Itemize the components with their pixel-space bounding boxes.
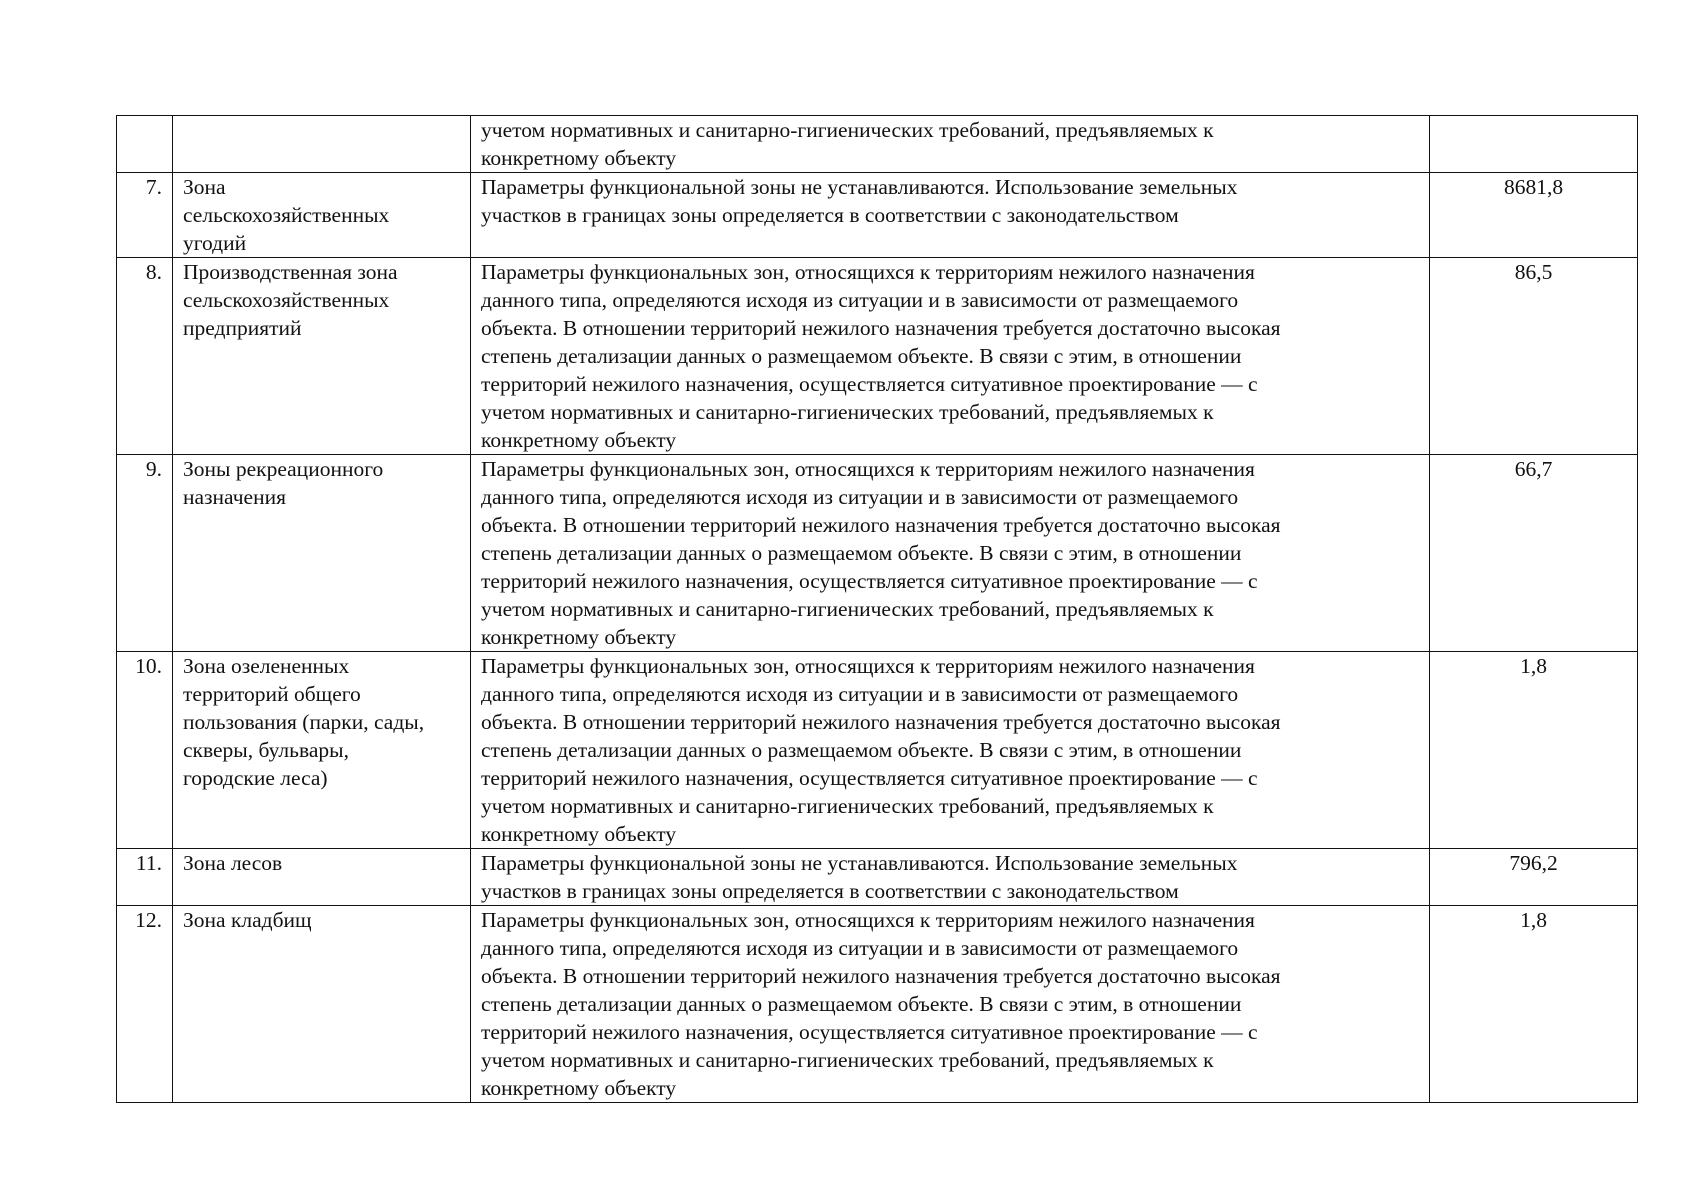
zone-name-line: скверы, бульвары, bbox=[183, 738, 349, 762]
zones-table bbox=[116, 115, 1638, 1103]
zone-name-cell bbox=[173, 116, 471, 173]
zone-parameters-cell bbox=[471, 849, 1430, 906]
table-row bbox=[117, 116, 1638, 173]
zone-parameters-line: конкретному объекту bbox=[481, 822, 677, 846]
zone-parameters-line: территорий нежилого назначения, осуществляется ситуативное проектирование — с bbox=[481, 569, 1258, 593]
zone-parameters-line: участков в границах зоны определяется в соответствии с законодательством bbox=[481, 203, 1179, 227]
zone-parameters-cell bbox=[471, 116, 1430, 173]
row-number-cell: 7. bbox=[117, 173, 173, 258]
zone-area-cell: 796,2 bbox=[1430, 849, 1638, 906]
zone-parameters-line: Параметры функциональной зоны не устанавливаются. Использование земельных bbox=[481, 175, 1238, 199]
zone-name-line: угодий bbox=[183, 231, 247, 255]
zone-parameters-line: Параметры функциональных зон, относящихся к территориям нежилого назначения bbox=[481, 457, 1255, 481]
zone-parameters-line: территорий нежилого назначения, осуществляется ситуативное проектирование — с bbox=[481, 1020, 1258, 1044]
zone-parameters-line: учетом нормативных и санитарно-гигиенических требований, предъявляемых к bbox=[481, 118, 1214, 142]
zone-parameters-line: учетом нормативных и санитарно-гигиенических требований, предъявляемых к bbox=[481, 597, 1214, 621]
table-row bbox=[117, 258, 1638, 455]
zone-parameters-line: Параметры функциональных зон, относящихся к территориям нежилого назначения bbox=[481, 654, 1255, 678]
zone-name-line: городские леса) bbox=[183, 766, 328, 790]
zone-name-line: территорий общего bbox=[183, 682, 361, 706]
zone-name-cell bbox=[173, 906, 471, 1103]
zone-name-line: Зона bbox=[183, 175, 226, 199]
zone-parameters-line: данного типа, определяются исходя из ситуации и в зависимости от размещаемого bbox=[481, 485, 1239, 509]
zone-parameters-line: данного типа, определяются исходя из ситуации и в зависимости от размещаемого bbox=[481, 288, 1239, 312]
zone-name-line: Зона лесов bbox=[183, 851, 283, 875]
row-number-cell: 11. bbox=[117, 849, 173, 906]
row-number-cell: 10. bbox=[117, 652, 173, 849]
zone-parameters-line: данного типа, определяются исходя из ситуации и в зависимости от размещаемого bbox=[481, 682, 1239, 706]
zone-parameters-cell bbox=[471, 173, 1430, 258]
zone-parameters-cell bbox=[471, 258, 1430, 455]
zone-parameters-line: объекта. В отношении территорий нежилого назначения требуется достаточно высокая bbox=[481, 710, 1281, 734]
zone-parameters-line: участков в границах зоны определяется в соответствии с законодательством bbox=[481, 879, 1179, 903]
zone-name-line: пользования (парки, сады, bbox=[183, 710, 425, 734]
zone-parameters-line: конкретному объекту bbox=[481, 428, 677, 452]
table-row bbox=[117, 455, 1638, 652]
zone-parameters-line: учетом нормативных и санитарно-гигиенических требований, предъявляемых к bbox=[481, 1048, 1214, 1072]
zone-parameters-line: данного типа, определяются исходя из ситуации и в зависимости от размещаемого bbox=[481, 936, 1239, 960]
zone-area-cell: 66,7 bbox=[1430, 455, 1638, 652]
zone-name-cell bbox=[173, 173, 471, 258]
zone-area-cell: 86,5 bbox=[1430, 258, 1638, 455]
zone-parameters-line: степень детализации данных о размещаемом объекте. В связи с этим, в отношении bbox=[481, 344, 1242, 368]
zone-parameters-line: степень детализации данных о размещаемом объекте. В связи с этим, в отношении bbox=[481, 992, 1242, 1016]
table-row bbox=[117, 906, 1638, 1103]
zone-name-cell bbox=[173, 258, 471, 455]
zone-name-line: Зона озелененных bbox=[183, 654, 350, 678]
zone-area-cell bbox=[1430, 116, 1638, 173]
zone-name-cell bbox=[173, 455, 471, 652]
zone-parameters-cell bbox=[471, 455, 1430, 652]
zone-parameters-line: объекта. В отношении территорий нежилого назначения требуется достаточно высокая bbox=[481, 513, 1281, 537]
zone-parameters-line: конкретному объекту bbox=[481, 1076, 677, 1100]
zone-parameters-line: степень детализации данных о размещаемом объекте. В связи с этим, в отношении bbox=[481, 541, 1242, 565]
zones-table-body bbox=[117, 116, 1638, 1103]
zone-parameters-cell bbox=[471, 906, 1430, 1103]
zone-parameters-line: территорий нежилого назначения, осуществляется ситуативное проектирование — с bbox=[481, 766, 1258, 790]
zone-name-line: Производственная зона bbox=[183, 260, 398, 284]
zone-area-cell: 8681,8 bbox=[1430, 173, 1638, 258]
zone-parameters-line: объекта. В отношении территорий нежилого назначения требуется достаточно высокая bbox=[481, 964, 1281, 988]
zone-name-line: сельскохозяйственных bbox=[183, 288, 390, 312]
table-row bbox=[117, 849, 1638, 906]
zone-parameters-line: объекта. В отношении территорий нежилого назначения требуется достаточно высокая bbox=[481, 316, 1281, 340]
zone-area-cell: 1,8 bbox=[1430, 906, 1638, 1103]
zone-name-line: предприятий bbox=[183, 316, 302, 340]
row-number-cell: 8. bbox=[117, 258, 173, 455]
table-row bbox=[117, 173, 1638, 258]
zone-name-cell bbox=[173, 849, 471, 906]
zone-name-line: назначения bbox=[183, 485, 286, 509]
row-number-cell bbox=[117, 116, 173, 173]
zone-name-line: Зона кладбищ bbox=[183, 908, 312, 932]
zone-name-cell bbox=[173, 652, 471, 849]
zone-parameters-cell bbox=[471, 652, 1430, 849]
zone-parameters-line: Параметры функциональной зоны не устанавливаются. Использование земельных bbox=[481, 851, 1238, 875]
zone-parameters-line: степень детализации данных о размещаемом объекте. В связи с этим, в отношении bbox=[481, 738, 1242, 762]
zone-parameters-line: конкретному объекту bbox=[481, 146, 677, 170]
zone-parameters-line: территорий нежилого назначения, осуществляется ситуативное проектирование — с bbox=[481, 372, 1258, 396]
zone-parameters-line: Параметры функциональных зон, относящихся к территориям нежилого назначения bbox=[481, 260, 1255, 284]
zone-parameters-line: Параметры функциональных зон, относящихся к территориям нежилого назначения bbox=[481, 908, 1255, 932]
table-row bbox=[117, 652, 1638, 849]
row-number-cell: 12. bbox=[117, 906, 173, 1103]
zone-parameters-line: учетом нормативных и санитарно-гигиенических требований, предъявляемых к bbox=[481, 400, 1214, 424]
row-number-cell: 9. bbox=[117, 455, 173, 652]
zone-name-line: Зоны рекреационного bbox=[183, 457, 384, 481]
zone-area-cell: 1,8 bbox=[1430, 652, 1638, 849]
zone-name-line: сельскохозяйственных bbox=[183, 203, 390, 227]
zone-parameters-line: учетом нормативных и санитарно-гигиенических требований, предъявляемых к bbox=[481, 794, 1214, 818]
zone-parameters-line: конкретному объекту bbox=[481, 625, 677, 649]
